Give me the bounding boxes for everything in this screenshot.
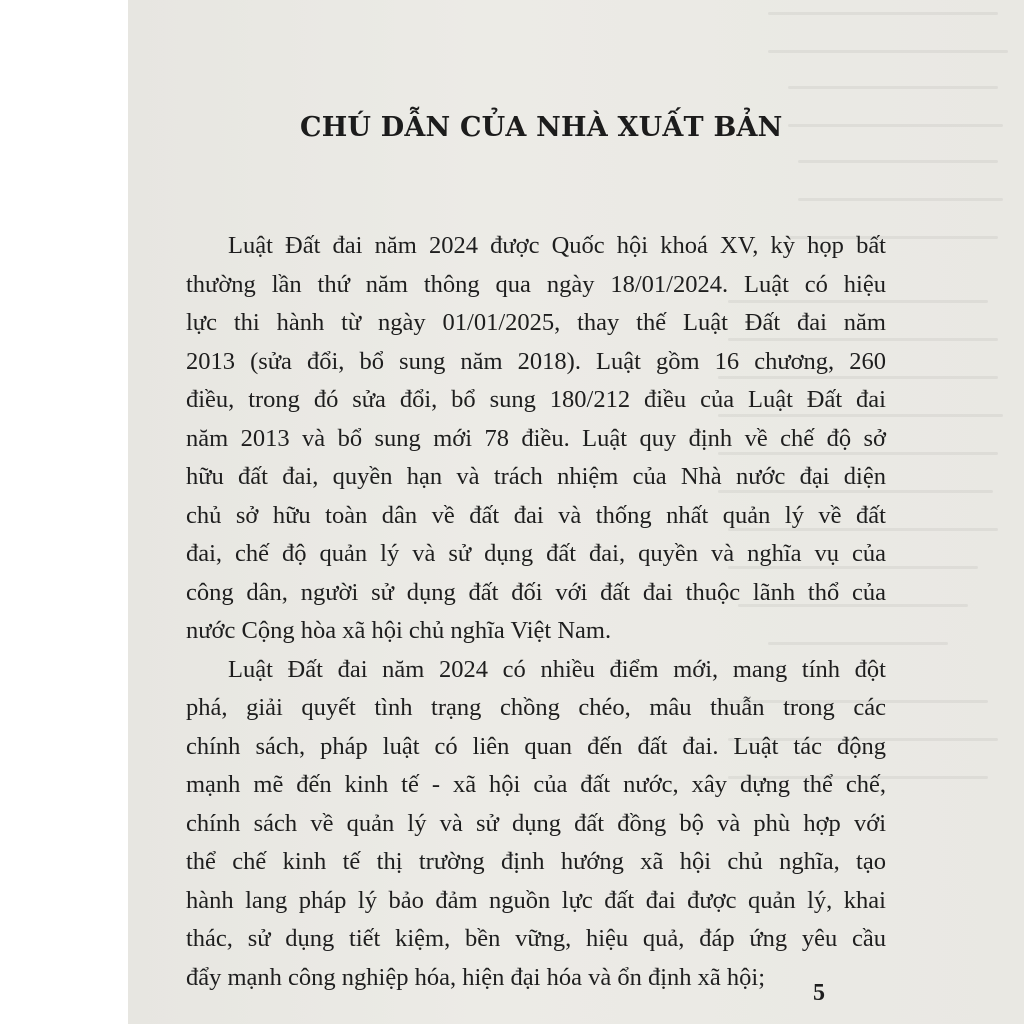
- paragraph-2-line: thể chế kinh tế thị trường định hướng xã hội chủ nghĩa, tạo: [186, 848, 886, 875]
- paragraph-1-line: chủ sở hữu toàn dân về đất đai và thống nhất quản lý về đất: [186, 501, 886, 529]
- paragraph-2-line: chính sách, pháp luật có liên quan đến đất đai. Luật tác động: [186, 732, 886, 760]
- page-number: 5: [813, 980, 825, 1006]
- paragraph-1-line: đai, chế độ quản lý và sử dụng đất đai, quyền và nghĩa vụ của: [186, 540, 886, 567]
- book-page: [128, 0, 1024, 1024]
- paragraph-2-line: thác, sử dụng tiết kiệm, bền vững, hiệu quả, đáp ứng yêu cầu: [186, 925, 886, 952]
- paragraph-1-line: nước Cộng hòa xã hội chủ nghĩa Việt Nam.: [186, 617, 612, 644]
- paragraph-1-line: hữu đất đai, quyền hạn và trách nhiệm của Nhà nước đại diện: [186, 463, 886, 490]
- paragraph-2-line: mạnh mẽ đến kinh tế - xã hội của đất nước, xây dựng thể chế,: [186, 771, 886, 798]
- paragraph-2-line: Luật Đất đai năm 2024 có nhiều điểm mới, mang tính đột: [228, 655, 886, 683]
- paragraph-1-line: lực thi hành từ ngày 01/01/2025, thay thế Luật Đất đai năm: [186, 309, 886, 336]
- section-title: CHÚ DẪN CỦA NHÀ XUẤT BẢN: [300, 112, 783, 143]
- paragraph-2-line: đẩy mạnh công nghiệp hóa, hiện đại hóa và ổn định xã hội;: [186, 963, 766, 991]
- paragraph-1-line: thường lần thứ năm thông qua ngày 18/01/2024. Luật có hiệu: [186, 270, 886, 298]
- body-text: [186, 227, 886, 997]
- paragraph-2-line: hành lang pháp lý bảo đảm nguồn lực đất đai được quản lý, khai: [186, 886, 886, 914]
- paragraph-2-line: chính sách về quản lý và sử dụng đất đồng bộ và phù hợp với: [186, 809, 886, 837]
- paragraph-2-line: phá, giải quyết tình trạng chồng chéo, mâu thuẫn trong các: [186, 694, 886, 721]
- paragraph-1-line: điều, trong đó sửa đổi, bổ sung 180/212 điều của Luật Đất đai: [186, 386, 886, 413]
- paragraph-1-line: công dân, người sử dụng đất đối với đất đai thuộc lãnh thổ của: [186, 578, 886, 606]
- paragraph-1-line: năm 2013 và bổ sung mới 78 điều. Luật quy định về chế độ sở: [186, 424, 886, 452]
- paragraph-1-line: 2013 (sửa đổi, bổ sung năm 2018). Luật gồm 16 chương, 260: [186, 347, 886, 375]
- paragraph-1-line: Luật Đất đai năm 2024 được Quốc hội khoá XV, kỳ họp bất: [228, 232, 886, 259]
